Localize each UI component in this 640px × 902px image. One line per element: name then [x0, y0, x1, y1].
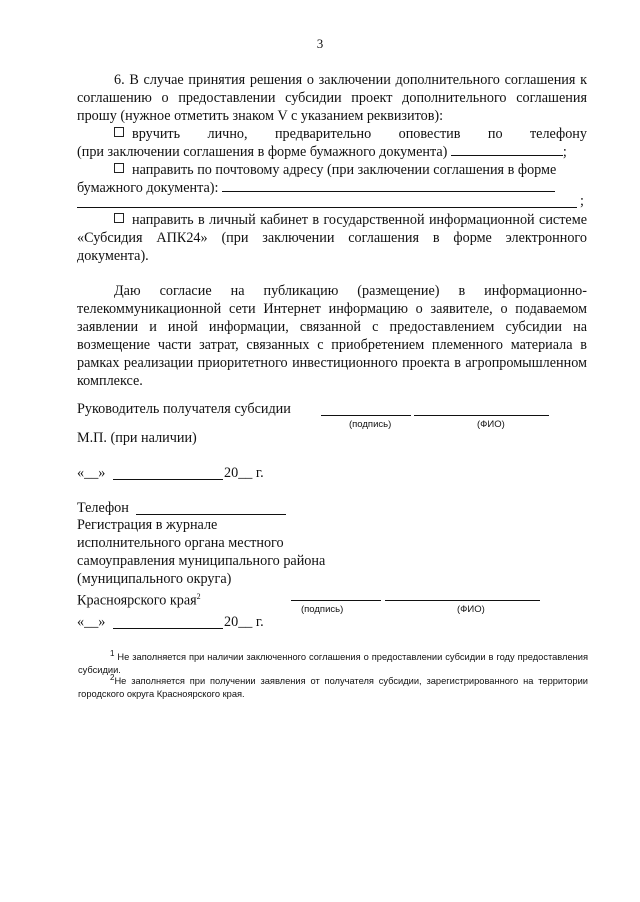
footnote-2: $^2$Не заполняется при получении заявления от получателя субсидии, зарегистрированного на территории городского округа Красноярского края. [78, 673, 588, 700]
reg-fio-caption: (ФИО) [457, 604, 485, 615]
stamp-label: М.П. (при наличии) [77, 430, 197, 446]
checkbox-mail[interactable] [114, 163, 124, 173]
address-blank-line-2[interactable] [77, 207, 577, 208]
reg-podpis-caption: (подпись) [301, 604, 344, 615]
date-line[interactable] [113, 479, 223, 480]
option-cabinet: направить в личный кабинет в государственной информационной системе «Субсидия АПК24» (при заключении соглашения в форме электронного документа). [77, 212, 587, 264]
checkbox-cabinet[interactable] [114, 213, 124, 223]
option-hand-deliver-cont: (при заключении соглашения в форме бумажного документа) ; [77, 144, 567, 160]
address-semicolon: ; [580, 193, 584, 209]
date-open: «__» [77, 465, 106, 481]
footnote-1: $^1$ Не заполняется при наличии заключенного соглашения о предоставлении субсидии в году предоставления субсидии. [78, 649, 588, 676]
reg-date-line[interactable] [113, 628, 223, 629]
reg-fio-line[interactable] [385, 600, 540, 601]
date-year: 20__ г. [224, 465, 264, 481]
option-mail-cont: бумажного документа): [77, 179, 587, 197]
signature-line[interactable] [321, 415, 411, 416]
head-label: Руководитель получателя субсидии [77, 401, 291, 417]
reg-date-year: 20__ г. [224, 614, 264, 630]
consent-paragraph: Даю согласие на публикацию (размещение) в информационно-телекоммуникационной сети Интернет информацию о заявителе, о подаваемом заявлении и иной информации, связанной с предоставлением субсидии на возмещение части затрат, связанных с приобретением племенного материала в рамках реализации приоритетного инвестиционного проекта в агропромышленном комплексе. [77, 283, 587, 389]
checkbox-hand-deliver[interactable] [114, 127, 124, 137]
footnote-ref-2: 2 [196, 592, 201, 601]
phone-line[interactable] [136, 514, 286, 515]
phone-label: Телефон [77, 500, 129, 516]
reg-signature-line[interactable] [291, 600, 381, 601]
option-mail: направить по почтовому адресу (при заключении соглашения в форме [77, 161, 587, 179]
reg-date-open: «__» [77, 614, 106, 630]
registration-text: Регистрация в журнале исполнительного органа местного самоуправления муниципального района (муниципального округа) Красноярского края$^2$ [77, 517, 326, 609]
podpis-caption: (подпись) [349, 419, 392, 430]
page-number: 3 [316, 36, 324, 51]
phone-blank-line[interactable] [451, 143, 563, 156]
fio-caption: (ФИО) [477, 419, 505, 430]
section6-intro: 6. В случае принятия решения о заключении дополнительного соглашения к соглашению о предоставлении субсидии проект дополнительного соглашения прошу (нужное отметить знаком V с указанием реквизитов): [77, 72, 587, 124]
option-hand-deliver: вручить лично, предварительно оповестив по телефону [77, 125, 587, 143]
fio-line[interactable] [414, 415, 549, 416]
address-blank-line-1[interactable] [222, 179, 555, 192]
